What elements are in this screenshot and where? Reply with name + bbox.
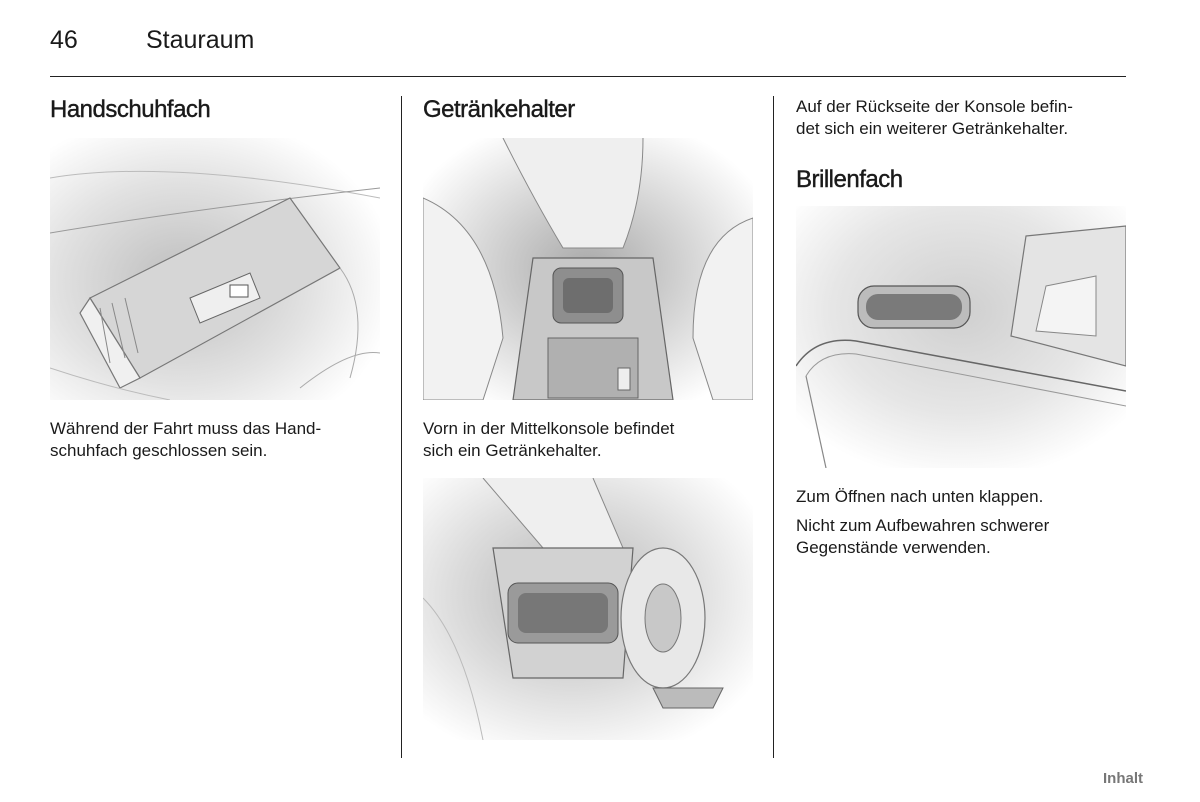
- cupholder-text: [423, 418, 753, 462]
- page-number: 46: [50, 26, 78, 54]
- glovebox-text-line1: Während der Fahrt muss das Hand-: [50, 419, 322, 438]
- glasses-text-1: Zum Öffnen nach unten klappen.: [796, 487, 1044, 506]
- rear-cupholder-text-line2: det sich ein weiterer Getränkehalter.: [796, 119, 1069, 138]
- glasses-text-2: [796, 515, 1126, 559]
- column-divider-1: [401, 96, 402, 758]
- cupholder-text-line2: sich ein Getränkehalter.: [423, 441, 602, 460]
- cupholder-text-line1: Vorn in der Mittelkonsole befindet: [423, 419, 675, 438]
- glovebox-illustration: [50, 138, 380, 400]
- glasses-compartment-illustration: [796, 206, 1126, 468]
- column-cupholder: [423, 96, 753, 740]
- rear-cupholder-text-line1: Auf der Rückseite der Konsole befin-: [796, 97, 1073, 116]
- glasses-text-2-line2: Gegenstände verwenden.: [796, 538, 991, 557]
- section-heading-glovebox: Handschuhfach: [50, 96, 211, 123]
- column-glasses: [796, 96, 1126, 559]
- rear-cupholder-text: [796, 96, 1126, 140]
- glovebox-text-line2: schuhfach geschlossen sein.: [50, 441, 268, 460]
- contents-link[interactable]: Inhalt: [1103, 770, 1143, 787]
- glovebox-text: [50, 418, 380, 462]
- column-glovebox: [50, 96, 380, 462]
- glasses-text-2-line1: Nicht zum Aufbewahren schwerer: [796, 516, 1050, 535]
- section-heading-cupholder: Getränkehalter: [423, 96, 575, 123]
- cupholder-front-illustration: [423, 138, 753, 400]
- column-divider-2: [773, 96, 774, 758]
- cupholder-rear-illustration: [423, 478, 753, 740]
- page-header: [50, 26, 1126, 77]
- chapter-title: Stauraum: [146, 26, 255, 54]
- section-heading-glasses: Brillenfach: [796, 166, 903, 193]
